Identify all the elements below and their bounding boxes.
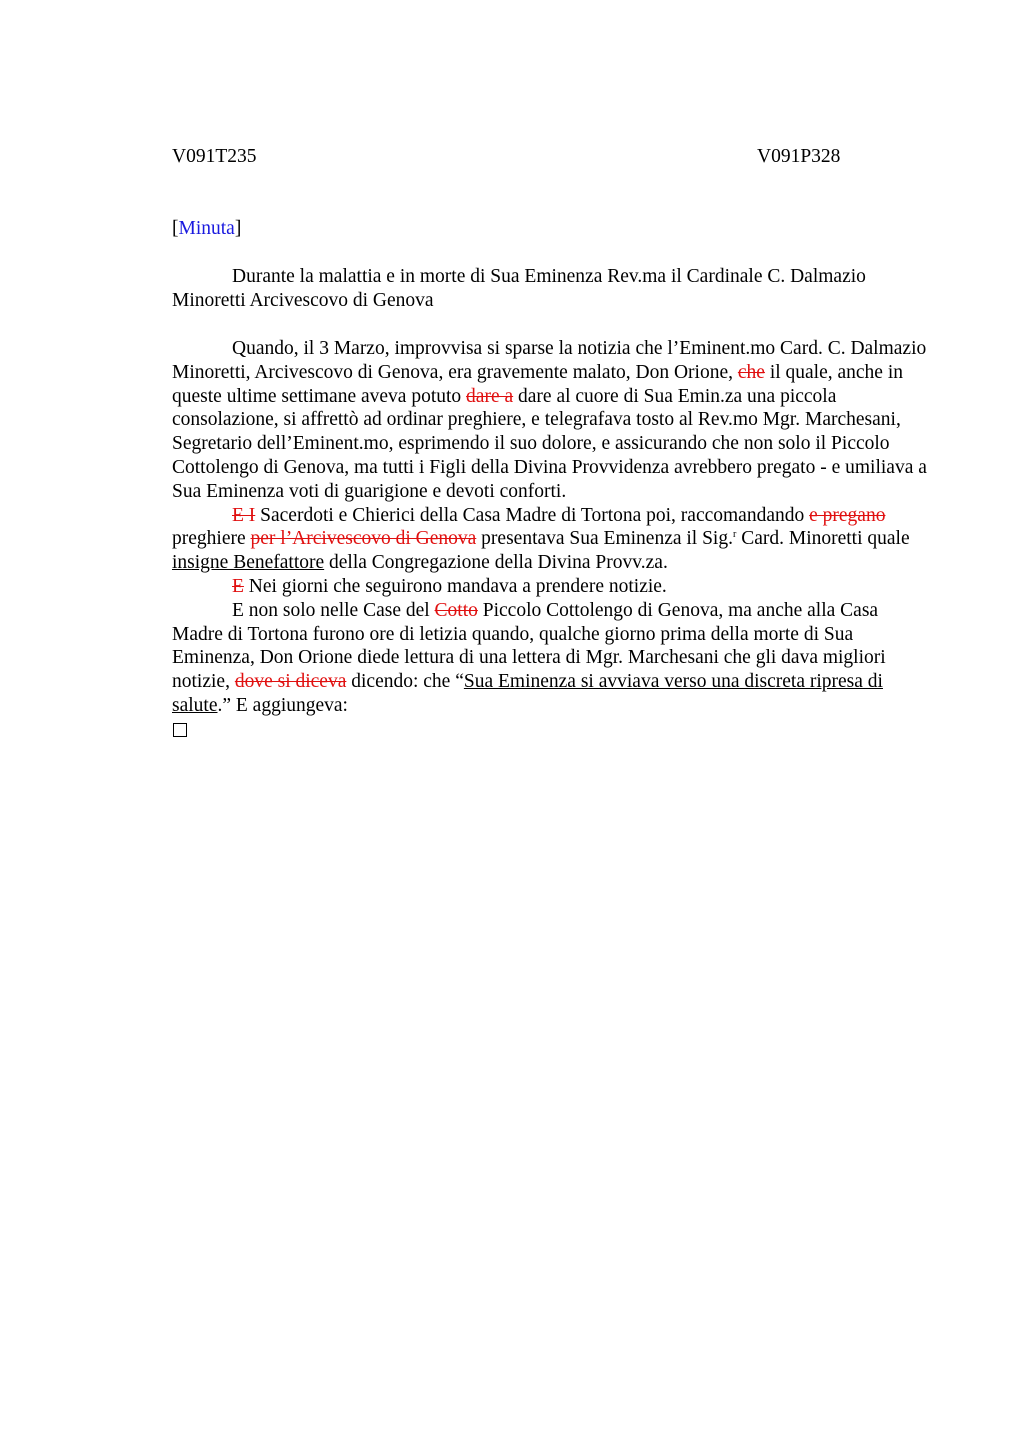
paragraph-1 [172, 337, 932, 504]
title-paragraph: Durante la malattia e in morte di Sua Eminenza Rev.ma il Cardinale C. Dalmazio Minoretti Arcivescovo di Genova [172, 266, 866, 311]
paragraph-3 [172, 575, 932, 599]
deleted-text: dare a [466, 385, 514, 407]
text-run: Quando, il 3 Marzo, improvvisa si sparse la notizia che l’Eminent.mo Card. C. Dalmazio Minoretti, Arcivescovo di Genova, era gravemente malato, Don Orione, [172, 338, 927, 383]
text-run: E non solo nelle Case del [232, 599, 435, 621]
open-bracket: [ [172, 218, 179, 239]
checkbox-icon [173, 723, 187, 737]
text-run: Card. Minoretti quale [736, 528, 910, 550]
document-title [172, 265, 932, 313]
minuta-label [172, 218, 241, 240]
paragraph-4 [172, 599, 932, 718]
text-run: dicendo: che “ [346, 671, 464, 693]
underlined-text: Sua Eminenza si avviava verso una discreta ripresa di salute [172, 671, 883, 716]
deleted-text: E [232, 575, 244, 597]
text-run: il quale, anche in queste ultime settimane aveva potuto [172, 361, 904, 407]
document-code-left: V091T235 [172, 146, 257, 167]
deleted-text: Cotto [434, 599, 478, 621]
minuta-text: Minuta [178, 218, 235, 239]
deleted-text: E I [232, 504, 256, 526]
text-run: Piccolo Cottolengo di Genova, ma anche alla Casa Madre di Tortona furono ore di letizia quando, qualche giorno prima della morte di Sua Eminenza, Don Orione diede lettura di una lettera di Mgr. Marchesani che gli dava migliori notizie, [172, 599, 886, 693]
text-run: presentava Sua Eminenza il Sig. [476, 528, 733, 550]
deleted-text: dove si diceva [234, 671, 347, 693]
underlined-text: insigne Benefattore [172, 552, 325, 574]
text-run: Sacerdoti e Chierici della Casa Madre di Tortona poi, raccomandando [255, 504, 810, 526]
superscript: r [732, 529, 737, 541]
text-run: dare al cuore di Sua Emin.za una piccola consolazione, si affrettò ad ordinar preghiere, e telegrafava tosto al Rev.mo Mgr. Marchesani, Segretario dell’Eminent.mo, esprimendo il suo dolore, e assicurando che non solo il Piccolo Cottolengo di Genova, ma tutti i Figli della Divina Provvidenza avrebbero pregato - e umiliava a Sua Eminenza voti di guarigione e devoti conforti. [172, 385, 927, 502]
text-run: della Congregazione della Divina Provv.za. [324, 552, 668, 574]
document-body [172, 337, 932, 737]
text-run: Nei giorni che seguirono mandava a prendere notizie. [243, 575, 667, 597]
deleted-text: che [737, 361, 765, 383]
text-run: preghiere [172, 528, 251, 550]
close-bracket: ] [234, 218, 242, 239]
paragraph-2 [172, 504, 932, 575]
deleted-text: e pregano [809, 504, 886, 526]
document-code-right: V091P328 [757, 146, 841, 167]
deleted-text: per l’Arcivescovo di Genova [250, 528, 477, 550]
text-run: .” E aggiungeva: [217, 694, 348, 716]
